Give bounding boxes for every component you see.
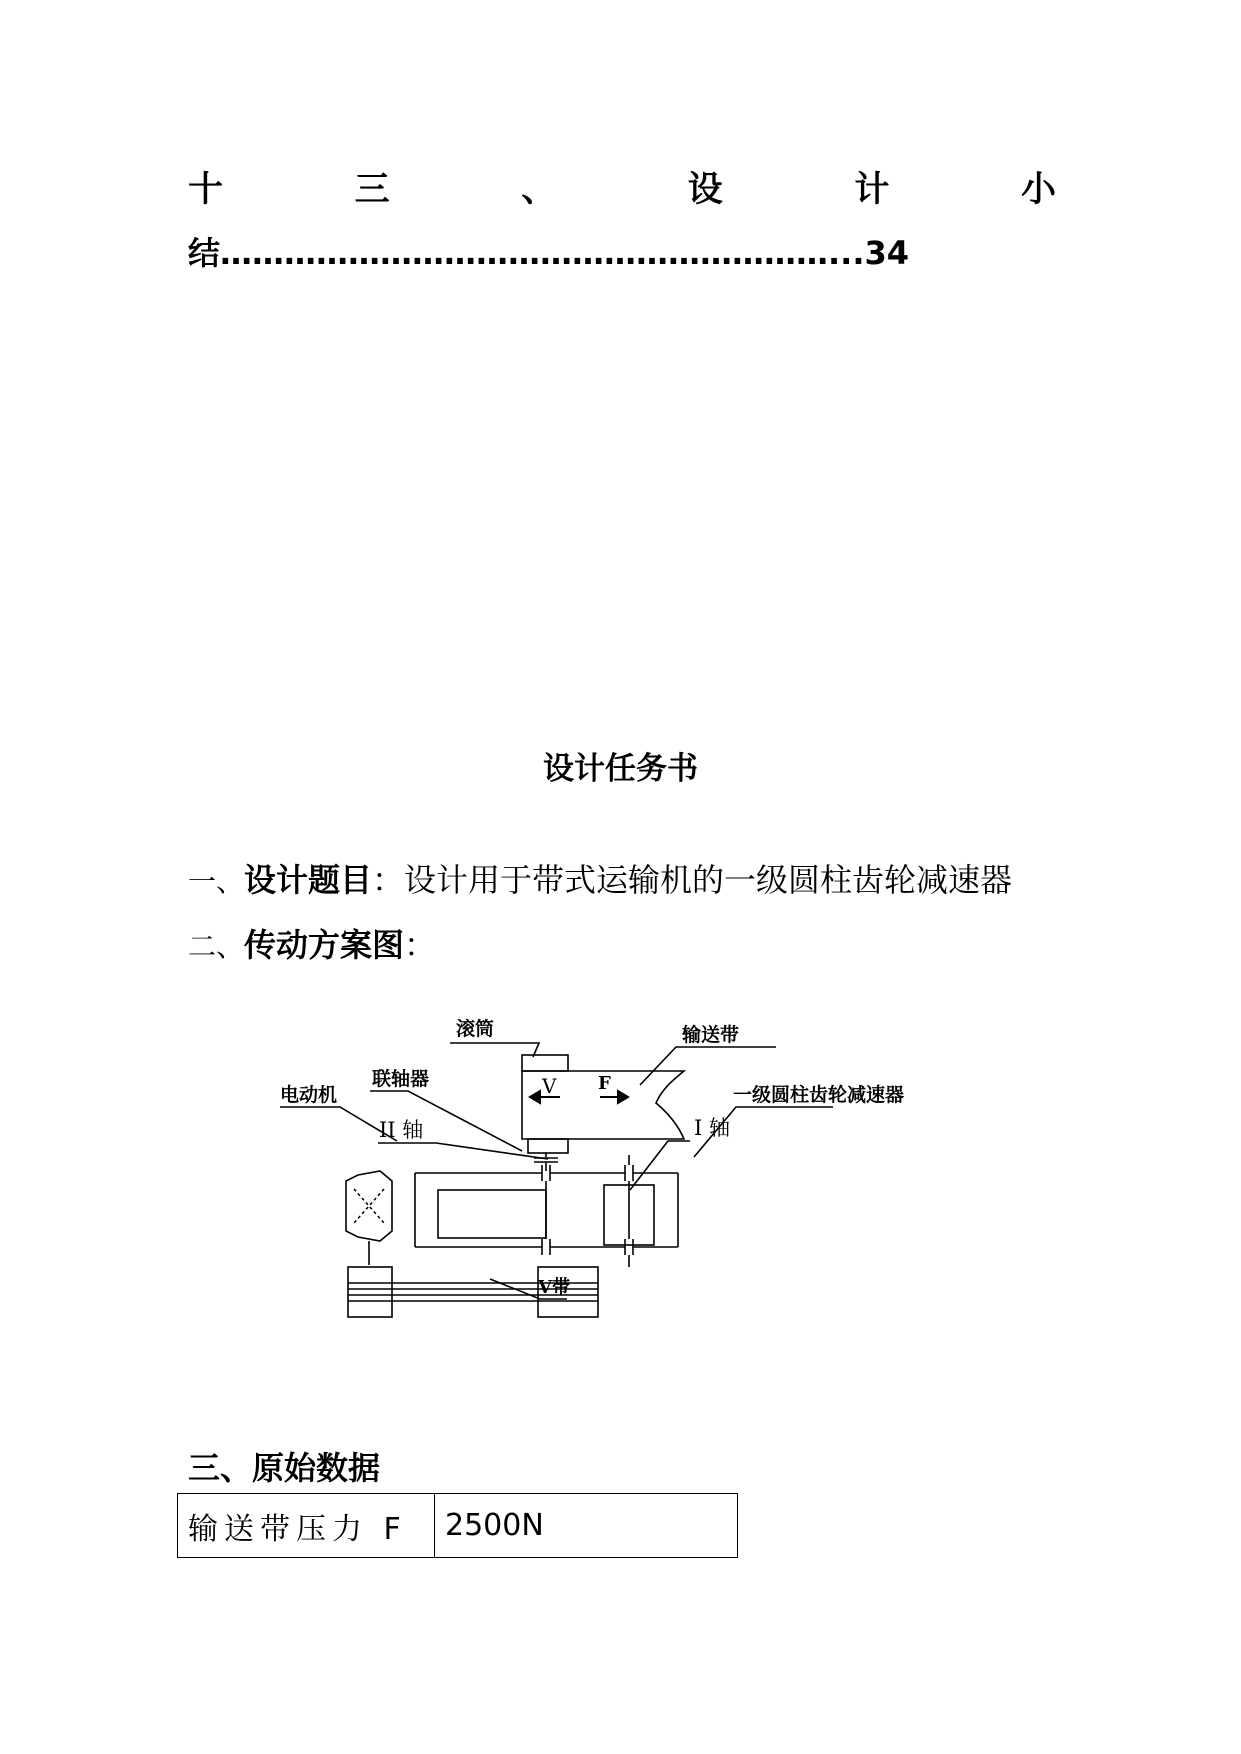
item-number: 一、: [188, 865, 245, 898]
drum-bottom-cap: [528, 1139, 568, 1153]
motor-body: [346, 1171, 392, 1241]
toc-entry-line1: [188, 162, 1056, 212]
motor-pulley: [348, 1267, 392, 1317]
toc-entry-line2: 结…………………………………………………...34: [188, 234, 910, 272]
shaft2-label: II 轴: [379, 1118, 424, 1142]
large-gear: [438, 1190, 546, 1238]
item-label: 传动方案图: [244, 926, 405, 964]
toc-char: 三: [354, 170, 390, 210]
item-label: 设计题目: [244, 861, 373, 899]
v-label: V: [542, 1074, 557, 1098]
shaft1-leader: [630, 1141, 690, 1190]
f-label: F: [598, 1073, 611, 1094]
belt-label: 输送带: [682, 1024, 740, 1046]
item-text: 设计用于带式运输机的一级圆柱齿轮减速器: [404, 861, 1013, 899]
raw-data-table: [177, 1493, 738, 1558]
toc-char: 小: [1020, 170, 1056, 210]
table-row: [178, 1494, 738, 1558]
transmission-diagram: [280, 985, 960, 1415]
table-cell-value: 2500N: [435, 1494, 738, 1558]
drum-label: 滚筒: [456, 1018, 495, 1040]
drum-top-cap: [522, 1055, 568, 1071]
table-cell-label: 输送带压力 F: [178, 1494, 435, 1558]
design-topic: [188, 855, 1012, 901]
toc-char: 、: [521, 170, 557, 210]
motor-label: 电动机: [280, 1084, 338, 1106]
coupling-label: 联轴器: [372, 1068, 430, 1090]
toc-char: 计: [854, 170, 890, 210]
reducer-label: 一级圆柱齿轮减速器: [733, 1084, 905, 1106]
document-title: 设计任务书: [543, 751, 698, 787]
toc-char: 十: [188, 170, 224, 210]
v-arrow-head: [530, 1091, 540, 1103]
belt-leader: [640, 1047, 776, 1085]
f-arrow-head: [618, 1091, 628, 1103]
vbelt-label: V带: [538, 1277, 570, 1298]
shaft1-label: I 轴: [694, 1116, 730, 1140]
item-number: 二、: [188, 930, 245, 963]
section-raw-data-heading: 三、原始数据: [188, 1449, 381, 1487]
item-colon: ：: [404, 926, 437, 964]
item-colon: ：: [372, 861, 405, 899]
toc-char: 设: [687, 170, 723, 210]
shaft2-leader: [378, 1143, 548, 1159]
transmission-scheme-heading: [188, 920, 436, 966]
